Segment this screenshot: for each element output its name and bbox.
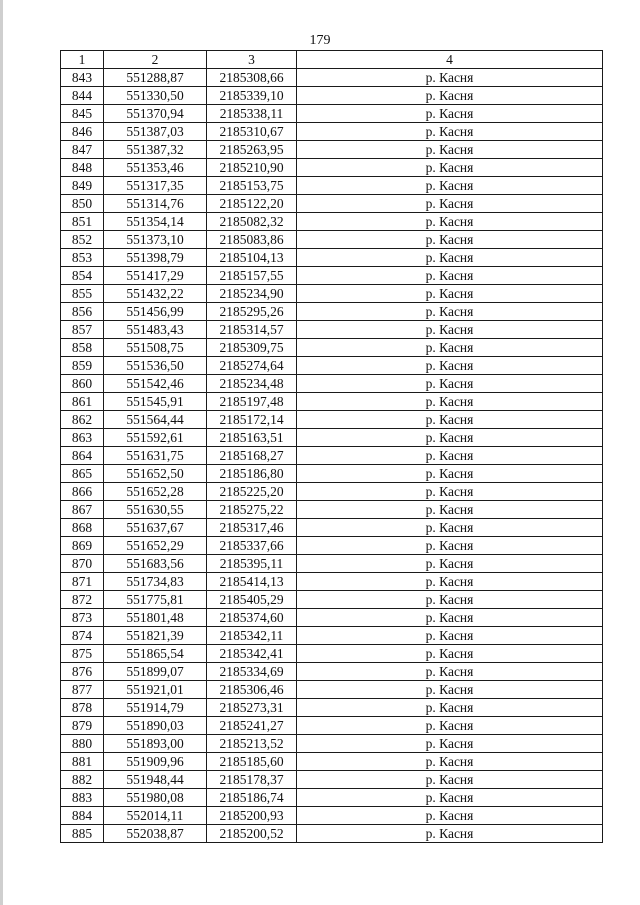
y-coordinate-cell: 2185273,31: [207, 699, 297, 717]
location-cell: р. Касня: [297, 825, 603, 843]
point-number-cell: 881: [61, 753, 104, 771]
x-coordinate-cell: 551631,75: [104, 447, 207, 465]
y-coordinate-cell: 2185234,90: [207, 285, 297, 303]
point-number-cell: 875: [61, 645, 104, 663]
table-body: [61, 51, 603, 843]
point-number-cell: 885: [61, 825, 104, 843]
table-row: [61, 393, 603, 411]
location-cell: р. Касня: [297, 339, 603, 357]
location-cell: р. Касня: [297, 807, 603, 825]
x-coordinate-cell: 551545,91: [104, 393, 207, 411]
x-coordinate-cell: 551398,79: [104, 249, 207, 267]
y-coordinate-cell: 2185163,51: [207, 429, 297, 447]
table-header-row: [61, 51, 603, 69]
table-row: [61, 87, 603, 105]
point-number-cell: 880: [61, 735, 104, 753]
table-row: [61, 501, 603, 519]
x-coordinate-cell: 551948,44: [104, 771, 207, 789]
coordinates-table: [60, 50, 603, 843]
y-coordinate-cell: 2185310,67: [207, 123, 297, 141]
location-cell: р. Касня: [297, 753, 603, 771]
location-cell: р. Касня: [297, 249, 603, 267]
x-coordinate-cell: 551354,14: [104, 213, 207, 231]
location-cell: р. Касня: [297, 573, 603, 591]
location-cell: р. Касня: [297, 663, 603, 681]
table-row: [61, 177, 603, 195]
column-header-2: 2: [104, 51, 207, 69]
point-number-cell: 884: [61, 807, 104, 825]
y-coordinate-cell: 2185241,27: [207, 717, 297, 735]
point-number-cell: 845: [61, 105, 104, 123]
x-coordinate-cell: 551330,50: [104, 87, 207, 105]
table-row: [61, 465, 603, 483]
x-coordinate-cell: 551508,75: [104, 339, 207, 357]
location-cell: р. Касня: [297, 609, 603, 627]
point-number-cell: 868: [61, 519, 104, 537]
y-coordinate-cell: 2185317,46: [207, 519, 297, 537]
location-cell: р. Касня: [297, 123, 603, 141]
location-cell: р. Касня: [297, 411, 603, 429]
x-coordinate-cell: 551387,32: [104, 141, 207, 159]
y-coordinate-cell: 2185274,64: [207, 357, 297, 375]
location-cell: р. Касня: [297, 771, 603, 789]
table-row: [61, 735, 603, 753]
y-coordinate-cell: 2185122,20: [207, 195, 297, 213]
column-header-3: 3: [207, 51, 297, 69]
point-number-cell: 857: [61, 321, 104, 339]
x-coordinate-cell: 551821,39: [104, 627, 207, 645]
location-cell: р. Касня: [297, 627, 603, 645]
x-coordinate-cell: 551288,87: [104, 69, 207, 87]
y-coordinate-cell: 2185314,57: [207, 321, 297, 339]
point-number-cell: 871: [61, 573, 104, 591]
table-row: [61, 285, 603, 303]
y-coordinate-cell: 2185213,52: [207, 735, 297, 753]
point-number-cell: 858: [61, 339, 104, 357]
y-coordinate-cell: 2185342,41: [207, 645, 297, 663]
table-row: [61, 429, 603, 447]
table-row: [61, 789, 603, 807]
table-row: [61, 141, 603, 159]
y-coordinate-cell: 2185337,66: [207, 537, 297, 555]
location-cell: р. Касня: [297, 87, 603, 105]
table-row: [61, 573, 603, 591]
y-coordinate-cell: 2185225,20: [207, 483, 297, 501]
point-number-cell: 872: [61, 591, 104, 609]
location-cell: р. Касня: [297, 483, 603, 501]
point-number-cell: 848: [61, 159, 104, 177]
location-cell: р. Касня: [297, 393, 603, 411]
y-coordinate-cell: 2185309,75: [207, 339, 297, 357]
x-coordinate-cell: 551536,50: [104, 357, 207, 375]
table-row: [61, 753, 603, 771]
y-coordinate-cell: 2185395,11: [207, 555, 297, 573]
y-coordinate-cell: 2185295,26: [207, 303, 297, 321]
point-number-cell: 869: [61, 537, 104, 555]
point-number-cell: 878: [61, 699, 104, 717]
table-row: [61, 807, 603, 825]
point-number-cell: 844: [61, 87, 104, 105]
y-coordinate-cell: 2185339,10: [207, 87, 297, 105]
y-coordinate-cell: 2185186,80: [207, 465, 297, 483]
location-cell: р. Касня: [297, 303, 603, 321]
y-coordinate-cell: 2185338,11: [207, 105, 297, 123]
x-coordinate-cell: 552014,11: [104, 807, 207, 825]
x-coordinate-cell: 551317,35: [104, 177, 207, 195]
table-row: [61, 69, 603, 87]
location-cell: р. Касня: [297, 159, 603, 177]
point-number-cell: 865: [61, 465, 104, 483]
location-cell: р. Касня: [297, 285, 603, 303]
point-number-cell: 870: [61, 555, 104, 573]
table-row: [61, 375, 603, 393]
location-cell: р. Касня: [297, 321, 603, 339]
point-number-cell: 863: [61, 429, 104, 447]
point-number-cell: 854: [61, 267, 104, 285]
location-cell: р. Касня: [297, 141, 603, 159]
x-coordinate-cell: 551865,54: [104, 645, 207, 663]
location-cell: р. Касня: [297, 555, 603, 573]
table-row: [61, 591, 603, 609]
location-cell: р. Касня: [297, 717, 603, 735]
location-cell: р. Касня: [297, 447, 603, 465]
y-coordinate-cell: 2185275,22: [207, 501, 297, 519]
point-number-cell: 851: [61, 213, 104, 231]
table-row: [61, 105, 603, 123]
location-cell: р. Касня: [297, 177, 603, 195]
point-number-cell: 864: [61, 447, 104, 465]
page-number: 179: [309, 33, 331, 48]
table-row: [61, 447, 603, 465]
x-coordinate-cell: 551921,01: [104, 681, 207, 699]
point-number-cell: 876: [61, 663, 104, 681]
x-coordinate-cell: 551652,29: [104, 537, 207, 555]
point-number-cell: 847: [61, 141, 104, 159]
table-row: [61, 627, 603, 645]
x-coordinate-cell: 551683,56: [104, 555, 207, 573]
point-number-cell: 861: [61, 393, 104, 411]
point-number-cell: 859: [61, 357, 104, 375]
table-row: [61, 537, 603, 555]
table-row: [61, 411, 603, 429]
y-coordinate-cell: 2185104,13: [207, 249, 297, 267]
point-number-cell: 853: [61, 249, 104, 267]
location-cell: р. Касня: [297, 699, 603, 717]
point-number-cell: 855: [61, 285, 104, 303]
column-header-1: 1: [61, 51, 104, 69]
table-row: [61, 699, 603, 717]
scan-edge: [0, 0, 3, 905]
y-coordinate-cell: 2185178,37: [207, 771, 297, 789]
x-coordinate-cell: 551890,03: [104, 717, 207, 735]
location-cell: р. Касня: [297, 681, 603, 699]
x-coordinate-cell: 551432,22: [104, 285, 207, 303]
x-coordinate-cell: 551914,79: [104, 699, 207, 717]
x-coordinate-cell: 552038,87: [104, 825, 207, 843]
y-coordinate-cell: 2185200,52: [207, 825, 297, 843]
point-number-cell: 882: [61, 771, 104, 789]
y-coordinate-cell: 2185082,32: [207, 213, 297, 231]
point-number-cell: 856: [61, 303, 104, 321]
location-cell: р. Касня: [297, 519, 603, 537]
y-coordinate-cell: 2185306,46: [207, 681, 297, 699]
y-coordinate-cell: 2185374,60: [207, 609, 297, 627]
point-number-cell: 873: [61, 609, 104, 627]
x-coordinate-cell: 551899,07: [104, 663, 207, 681]
x-coordinate-cell: 551483,43: [104, 321, 207, 339]
y-coordinate-cell: 2185153,75: [207, 177, 297, 195]
y-coordinate-cell: 2185083,86: [207, 231, 297, 249]
table-row: [61, 483, 603, 501]
location-cell: р. Касня: [297, 465, 603, 483]
column-header-4: 4: [297, 51, 603, 69]
x-coordinate-cell: 551801,48: [104, 609, 207, 627]
x-coordinate-cell: 551592,61: [104, 429, 207, 447]
point-number-cell: 849: [61, 177, 104, 195]
x-coordinate-cell: 551637,67: [104, 519, 207, 537]
table-row: [61, 267, 603, 285]
table-row: [61, 303, 603, 321]
x-coordinate-cell: 551542,46: [104, 375, 207, 393]
point-number-cell: 843: [61, 69, 104, 87]
location-cell: р. Касня: [297, 429, 603, 447]
x-coordinate-cell: 551909,96: [104, 753, 207, 771]
table-row: [61, 555, 603, 573]
location-cell: р. Касня: [297, 69, 603, 87]
y-coordinate-cell: 2185414,13: [207, 573, 297, 591]
table-row: [61, 195, 603, 213]
y-coordinate-cell: 2185197,48: [207, 393, 297, 411]
location-cell: р. Касня: [297, 735, 603, 753]
location-cell: р. Касня: [297, 213, 603, 231]
table-row: [61, 159, 603, 177]
point-number-cell: 879: [61, 717, 104, 735]
location-cell: р. Касня: [297, 591, 603, 609]
y-coordinate-cell: 2185186,74: [207, 789, 297, 807]
point-number-cell: 852: [61, 231, 104, 249]
table-row: [61, 123, 603, 141]
x-coordinate-cell: 551387,03: [104, 123, 207, 141]
location-cell: р. Касня: [297, 357, 603, 375]
table-row: [61, 321, 603, 339]
y-coordinate-cell: 2185168,27: [207, 447, 297, 465]
table-row: [61, 717, 603, 735]
y-coordinate-cell: 2185157,55: [207, 267, 297, 285]
table-row: [61, 663, 603, 681]
location-cell: р. Касня: [297, 537, 603, 555]
x-coordinate-cell: 551456,99: [104, 303, 207, 321]
y-coordinate-cell: 2185342,11: [207, 627, 297, 645]
location-cell: р. Касня: [297, 195, 603, 213]
x-coordinate-cell: 551373,10: [104, 231, 207, 249]
point-number-cell: 866: [61, 483, 104, 501]
table-row: [61, 213, 603, 231]
table-row: [61, 609, 603, 627]
location-cell: р. Касня: [297, 105, 603, 123]
x-coordinate-cell: 551893,00: [104, 735, 207, 753]
location-cell: р. Касня: [297, 501, 603, 519]
x-coordinate-cell: 551630,55: [104, 501, 207, 519]
x-coordinate-cell: 551564,44: [104, 411, 207, 429]
point-number-cell: 850: [61, 195, 104, 213]
y-coordinate-cell: 2185405,29: [207, 591, 297, 609]
y-coordinate-cell: 2185200,93: [207, 807, 297, 825]
table-row: [61, 339, 603, 357]
x-coordinate-cell: 551314,76: [104, 195, 207, 213]
location-cell: р. Касня: [297, 789, 603, 807]
table-row: [61, 825, 603, 843]
y-coordinate-cell: 2185185,60: [207, 753, 297, 771]
point-number-cell: 862: [61, 411, 104, 429]
y-coordinate-cell: 2185334,69: [207, 663, 297, 681]
y-coordinate-cell: 2185263,95: [207, 141, 297, 159]
table-row: [61, 519, 603, 537]
x-coordinate-cell: 551652,28: [104, 483, 207, 501]
y-coordinate-cell: 2185172,14: [207, 411, 297, 429]
location-cell: р. Касня: [297, 267, 603, 285]
table-row: [61, 249, 603, 267]
x-coordinate-cell: 551980,08: [104, 789, 207, 807]
point-number-cell: 860: [61, 375, 104, 393]
x-coordinate-cell: 551417,29: [104, 267, 207, 285]
table-row: [61, 645, 603, 663]
x-coordinate-cell: 551775,81: [104, 591, 207, 609]
y-coordinate-cell: 2185234,48: [207, 375, 297, 393]
point-number-cell: 883: [61, 789, 104, 807]
x-coordinate-cell: 551734,83: [104, 573, 207, 591]
location-cell: р. Касня: [297, 231, 603, 249]
table-row: [61, 357, 603, 375]
point-number-cell: 846: [61, 123, 104, 141]
x-coordinate-cell: 551353,46: [104, 159, 207, 177]
x-coordinate-cell: 551370,94: [104, 105, 207, 123]
table-row: [61, 771, 603, 789]
table-row: [61, 681, 603, 699]
y-coordinate-cell: 2185210,90: [207, 159, 297, 177]
point-number-cell: 874: [61, 627, 104, 645]
point-number-cell: 877: [61, 681, 104, 699]
x-coordinate-cell: 551652,50: [104, 465, 207, 483]
location-cell: р. Касня: [297, 645, 603, 663]
y-coordinate-cell: 2185308,66: [207, 69, 297, 87]
point-number-cell: 867: [61, 501, 104, 519]
location-cell: р. Касня: [297, 375, 603, 393]
table-row: [61, 231, 603, 249]
